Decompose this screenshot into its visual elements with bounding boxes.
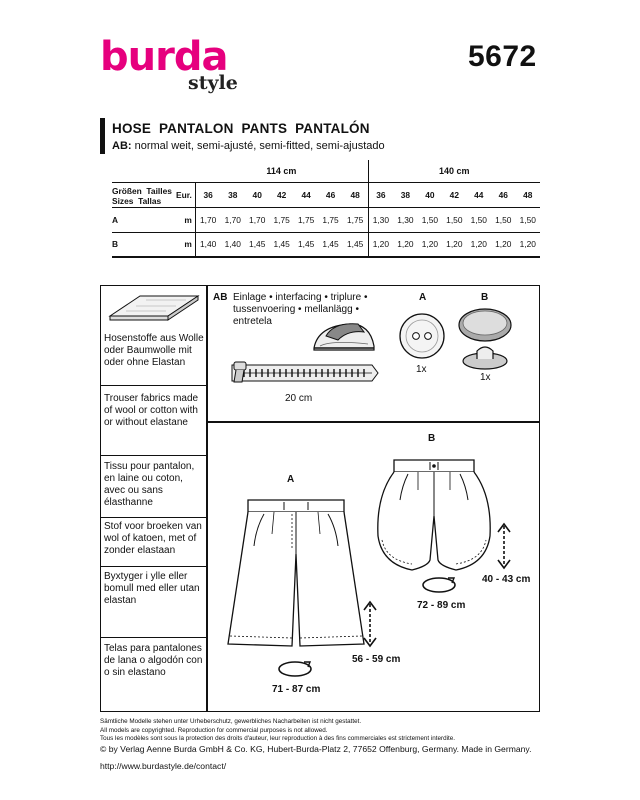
yardage-cell: 1,50 <box>467 207 491 232</box>
button-a-icon <box>398 312 446 360</box>
yardage-cell: 1,20 <box>368 232 393 257</box>
fabric-text-es: Telas para pantalones de lana o algodón con o sin elastano <box>104 643 203 678</box>
row-label-b: B <box>112 232 176 257</box>
fabric-text-de: Hosenstoffe aus Wolle oder Baumwolle mit oder ohne Elastan <box>104 333 204 368</box>
view-a-length-measure: 56 - 59 cm <box>352 654 401 665</box>
burda-style-logo <box>100 34 250 98</box>
fit-description <box>112 140 385 152</box>
view-b-length-measure: 40 - 43 cm <box>482 574 531 585</box>
yardage-table <box>112 160 540 258</box>
yardage-cell: 1,75 <box>343 207 368 232</box>
fabric-divider <box>100 637 207 638</box>
size-cell: 38 <box>393 182 417 207</box>
snap-fastener-icon <box>456 305 514 373</box>
fabric-text-sv: Byxtyger i ylle eller bomull med eller utan elastan <box>104 571 200 606</box>
yardage-cell: 1,50 <box>515 207 540 232</box>
view-b-shorts-drawing <box>372 456 496 576</box>
garment-title: HOSE PANTALON PANTS PANTALÓN <box>112 121 370 136</box>
yardage-cell: 1,70 <box>195 207 220 232</box>
button-a-label: A <box>419 292 427 303</box>
yardage-cell: 1,45 <box>245 232 269 257</box>
view-b-waist-measure: 72 - 89 cm <box>417 600 466 611</box>
yardage-cell: 1,40 <box>195 232 220 257</box>
view-a-label: A <box>287 474 295 485</box>
view-a-waist-measure: 71 - 87 cm <box>272 684 321 695</box>
fabric-text-nl: Stof voor broeken van wol of katoen, met of zonder elastaan <box>104 521 202 556</box>
yardage-cell: 1,30 <box>393 207 417 232</box>
fabric-width-114: 114 cm <box>195 160 368 182</box>
fit-text: normal weit, semi-ajusté, semi-fitted, semi-ajustado <box>134 140 385 152</box>
sizes-label-line1: Größen Tailles <box>112 185 172 196</box>
size-cell: 44 <box>467 182 491 207</box>
fabric-divider <box>100 517 207 518</box>
yardage-cell: 1,40 <box>221 232 245 257</box>
unit-label: m <box>176 207 195 232</box>
button-b-qty: 1x <box>480 372 491 383</box>
size-cell: 44 <box>294 182 318 207</box>
sizes-label <box>112 182 176 207</box>
yardage-cell: 1,20 <box>491 232 515 257</box>
size-cell: 48 <box>343 182 368 207</box>
zipper-icon <box>232 360 378 386</box>
fabric-text-fr: Tissu pour pantalon, en laine ou coton, avec ou sans élasthanne <box>104 461 195 508</box>
yardage-cell: 1,70 <box>245 207 269 232</box>
yardage-cell: 1,75 <box>294 207 318 232</box>
copyright-fr: Tous les modèles sont sous la protection des droits d'auteur, leur reproduction à des fins commerciales est strictement interdite. <box>100 735 456 743</box>
row-divider <box>206 421 540 423</box>
yardage-cell: 1,50 <box>418 207 442 232</box>
size-cell: 36 <box>368 182 393 207</box>
fabric-divider <box>100 455 207 456</box>
button-a-qty: 1x <box>416 364 427 375</box>
fabric-text-en: Trouser fabrics made of wool or cotton with or without elastane <box>104 393 199 428</box>
view-a-shorts-drawing <box>226 494 366 654</box>
copyright-en: All models are copyrighted. Reproduction for commercial purposes is not allowed. <box>100 726 328 734</box>
size-cell: 36 <box>195 182 220 207</box>
yardage-cell: 1,20 <box>442 232 466 257</box>
title-bar <box>100 118 105 154</box>
yardage-cell: 1,20 <box>467 232 491 257</box>
logo-burda-text: burda <box>100 34 228 80</box>
yardage-cell: 1,45 <box>294 232 318 257</box>
fabric-divider <box>100 566 207 567</box>
eur-label: Eur. <box>176 182 195 207</box>
view-b-waist-measure-icon <box>420 574 458 596</box>
yardage-cell: 1,20 <box>515 232 540 257</box>
size-cell: 46 <box>491 182 515 207</box>
fit-view-prefix: AB: <box>112 140 132 152</box>
unit-label: m <box>176 232 195 257</box>
copyright-de: Sämtliche Modelle stehen unter Urheberschutz, gewerbliches Nacharbeiten ist nicht gestattet. <box>100 718 362 725</box>
size-cell: 48 <box>515 182 540 207</box>
yardage-cell: 1,20 <box>393 232 417 257</box>
button-b-label: B <box>481 292 489 303</box>
yardage-cell: 1,75 <box>318 207 342 232</box>
sizes-label-line2: Sizes Tallas <box>112 195 162 206</box>
size-cell: 46 <box>318 182 342 207</box>
view-a-waist-measure-icon <box>276 658 314 680</box>
yardage-cell: 1,50 <box>442 207 466 232</box>
yardage-cell: 1,75 <box>269 207 293 232</box>
yardage-cell: 1,70 <box>221 207 245 232</box>
contact-link[interactable]: http://www.burdastyle.de/contact/ <box>100 761 227 771</box>
fabric-divider <box>100 385 207 386</box>
notions-view-label: AB <box>213 292 228 303</box>
publisher-address: © by Verlag Aenne Burda GmbH & Co. KG, Hubert-Burda-Platz 2, 77652 Offenburg, Germany. Made in Germany. <box>100 743 532 754</box>
yardage-cell: 1,45 <box>318 232 342 257</box>
size-cell: 42 <box>442 182 466 207</box>
column-divider <box>206 285 208 712</box>
view-b-length-arrow-icon <box>497 522 511 570</box>
fabric-roll-icon <box>106 290 202 324</box>
row-label-a: A <box>112 207 176 232</box>
fabric-width-140: 140 cm <box>368 160 540 182</box>
interfacing-text: Einlage • interfacing • triplure • tussenvoering • mellanlägg • entretela <box>233 292 368 327</box>
yardage-cell: 1,20 <box>418 232 442 257</box>
size-cell: 40 <box>245 182 269 207</box>
size-cell: 40 <box>418 182 442 207</box>
yardage-cell: 1,45 <box>269 232 293 257</box>
zipper-length: 20 cm <box>285 393 313 404</box>
yardage-cell: 1,45 <box>343 232 368 257</box>
size-cell: 42 <box>269 182 293 207</box>
yardage-cell: 1,50 <box>491 207 515 232</box>
view-a-length-arrow-icon <box>363 600 377 648</box>
logo-style-text: style <box>188 72 238 94</box>
copyright-footer <box>100 718 540 755</box>
view-b-label: B <box>428 433 436 444</box>
iron-icon <box>312 318 376 354</box>
size-cell: 38 <box>221 182 245 207</box>
pattern-number: 5672 <box>468 40 537 73</box>
yardage-cell: 1,30 <box>368 207 393 232</box>
